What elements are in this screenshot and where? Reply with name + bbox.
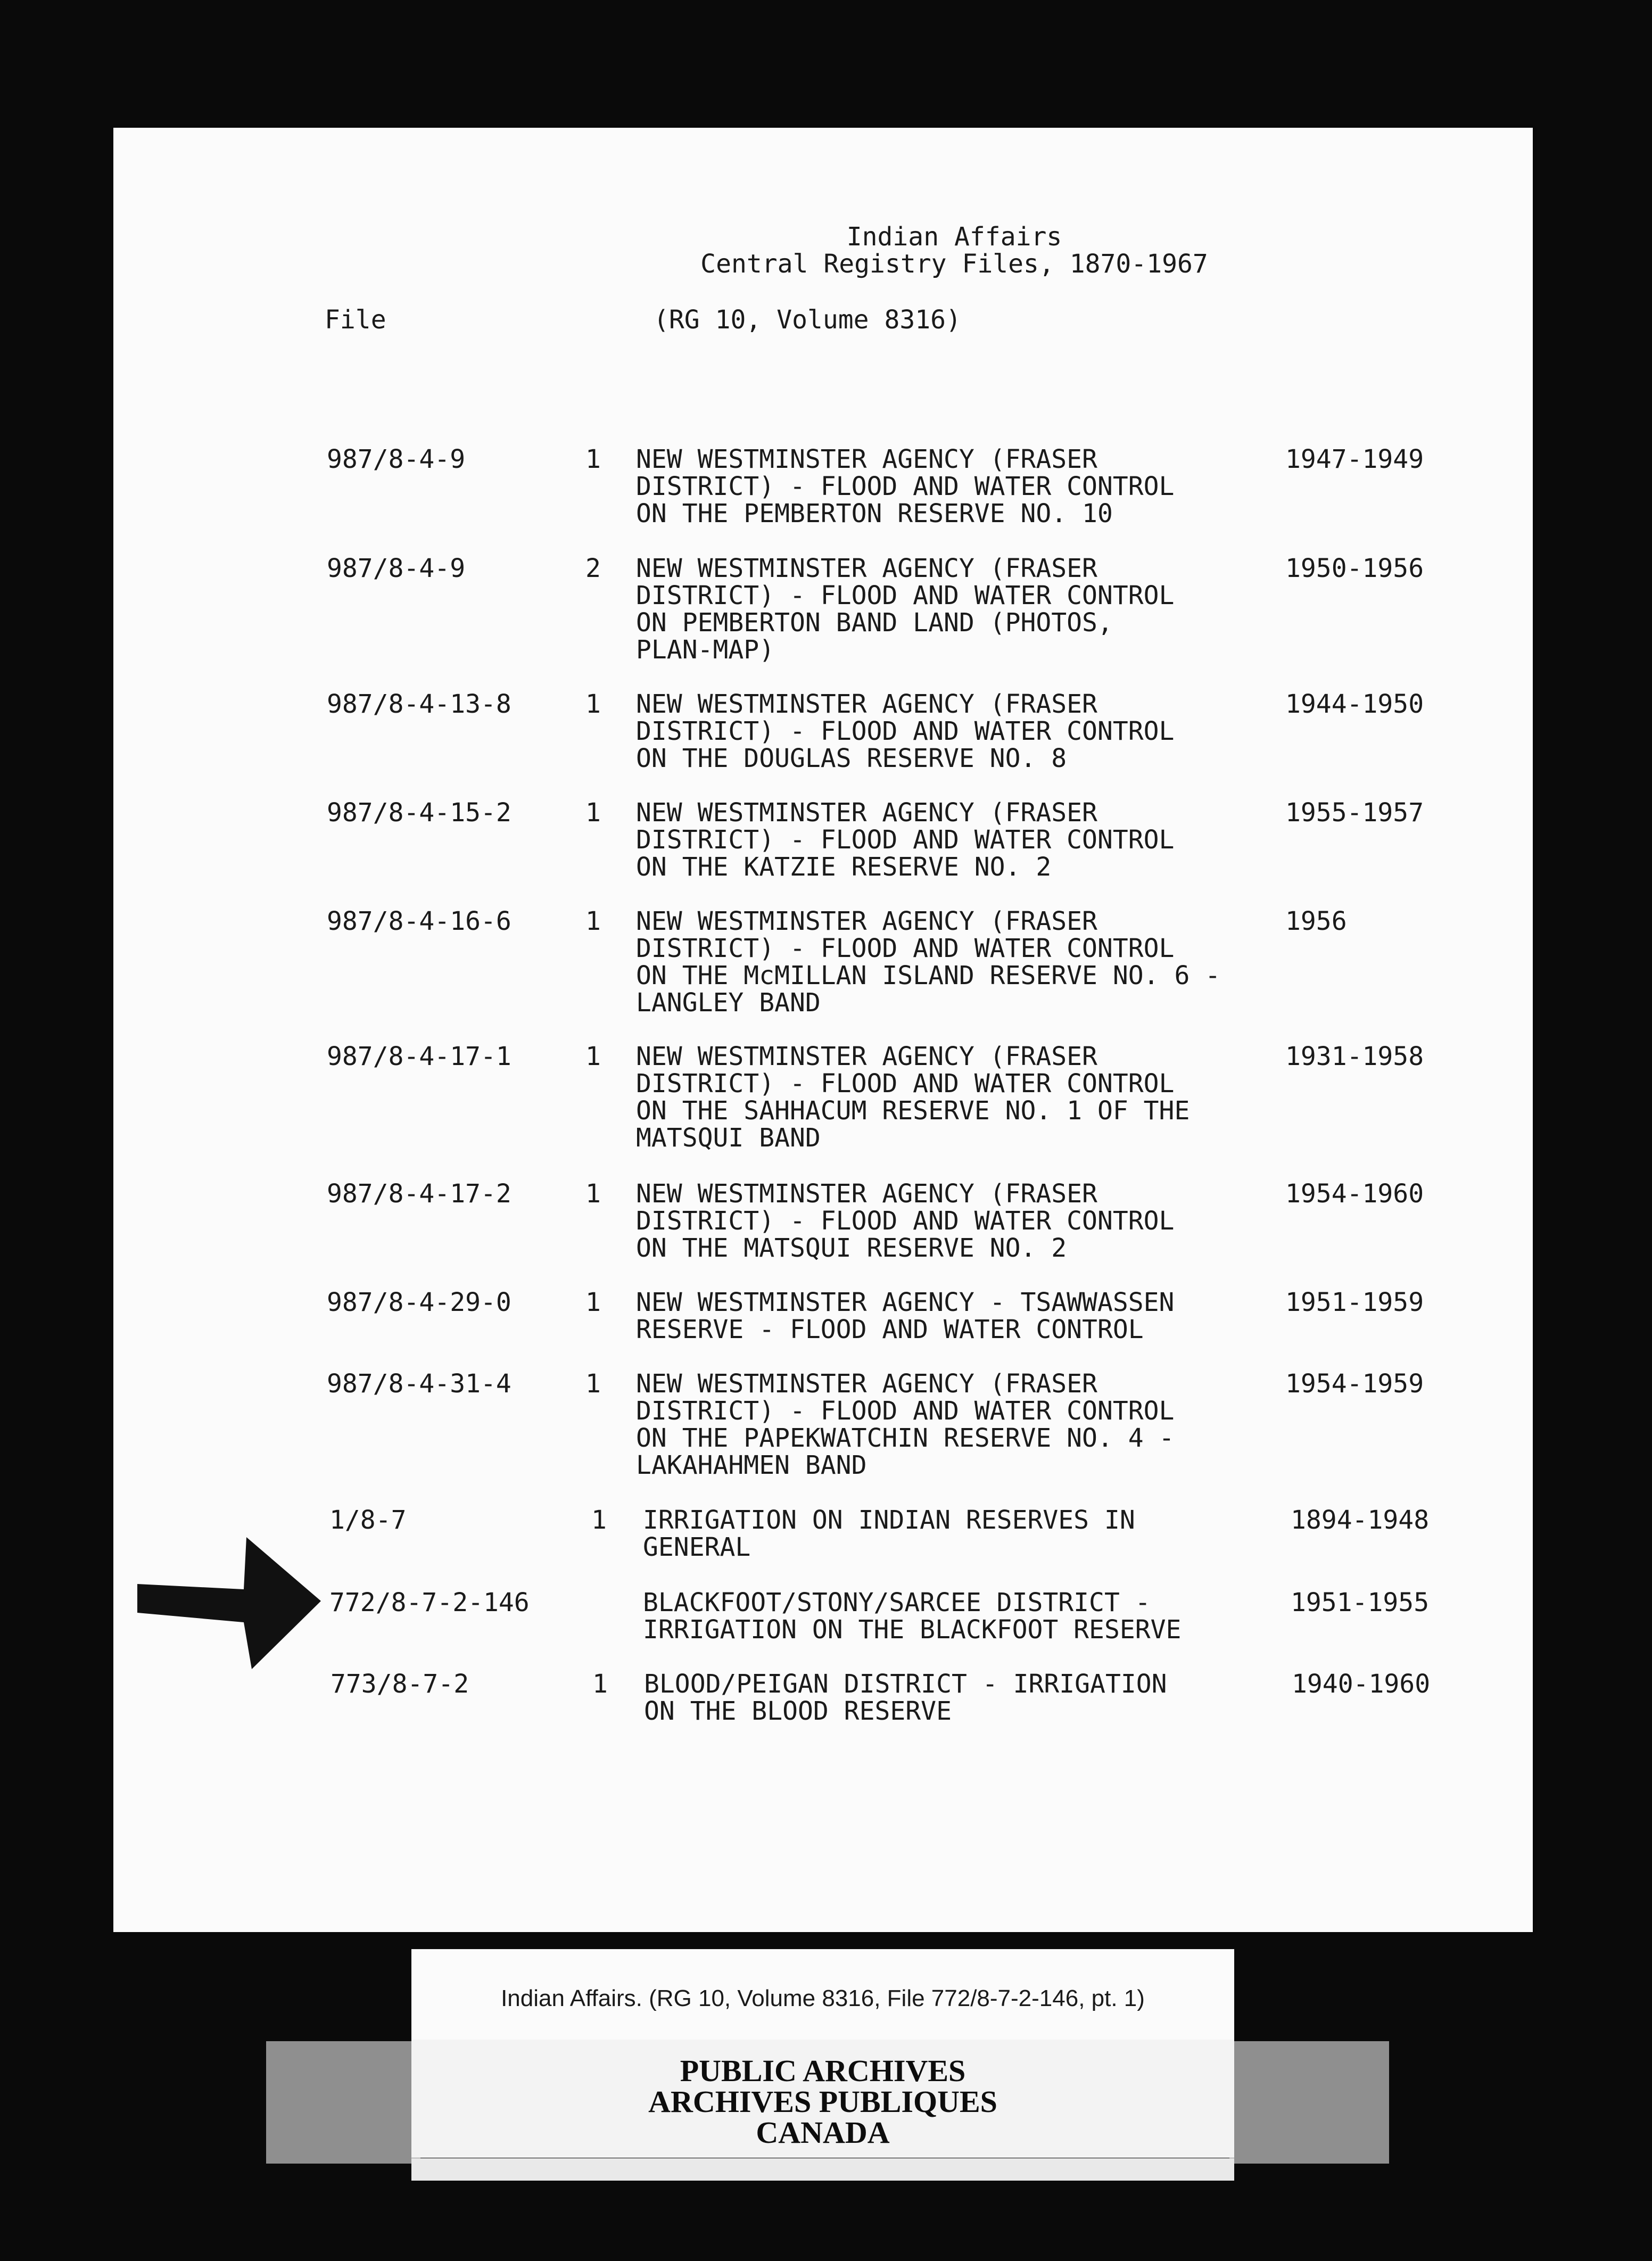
part-number: 1 (585, 906, 601, 936)
citation-text: Indian Affairs. (RG 10, Volume 8316, File 772/8-7-2-146, pt. 1) (501, 1985, 1145, 2011)
part-number: 1 (585, 798, 601, 828)
date-range: 1950-1956 (1285, 554, 1424, 583)
part-number: 2 (585, 554, 601, 583)
file-description: BLACKFOOT/STONY/SARCEE DISTRICT - IRRIGATION ON THE BLACKFOOT RESERVE (643, 1588, 1182, 1645)
file-number: 987/8-4-13-8 (327, 689, 511, 719)
file-number: 987/8-4-17-1 (327, 1042, 511, 1071)
file-description: NEW WESTMINSTER AGENCY (FRASER DISTRICT) - FLOOD AND WATER CONTROL ON THE DOUGLAS RESERVE NO. 8 (636, 689, 1175, 773)
stamp-line-canada: CANADA (756, 2115, 890, 2150)
part-number: 1 (585, 1288, 601, 1317)
file-description: NEW WESTMINSTER AGENCY (FRASER DISTRICT) - FLOOD AND WATER CONTROL ON THE PEMBERTON RESERVE NO. 10 (636, 444, 1175, 529)
file-number: 987/8-4-9 (327, 444, 466, 474)
part-number: 1 (585, 1179, 601, 1209)
file-description: NEW WESTMINSTER AGENCY (FRASER DISTRICT) - FLOOD AND WATER CONTROL ON THE SAHHACUM RESERVE NO. 1 OF THE MATSQUI BAND (636, 1042, 1190, 1153)
part-number: 1 (591, 1505, 607, 1535)
part-number: 1 (585, 1042, 601, 1071)
stamp-line-public-archives: PUBLIC ARCHIVES (680, 2053, 966, 2088)
file-description: NEW WESTMINSTER AGENCY (FRASER DISTRICT) - FLOOD AND WATER CONTROL ON THE MATSQUI RESERVE NO. 2 (636, 1179, 1175, 1263)
date-range: 1951-1959 (1285, 1288, 1424, 1317)
file-description: BLOOD/PEIGAN DISTRICT - IRRIGATION ON THE BLOOD RESERVE (644, 1669, 1167, 1726)
file-number: 987/8-4-15-2 (327, 798, 511, 828)
part-number: 1 (592, 1669, 608, 1699)
date-range: 1955-1957 (1285, 798, 1424, 828)
stamp-bottom-strip (411, 2158, 1234, 2181)
date-range: 1944-1950 (1285, 689, 1424, 719)
file-description: NEW WESTMINSTER AGENCY - TSAWWASSEN RESERVE - FLOOD AND WATER CONTROL (636, 1288, 1175, 1344)
file-number: 772/8-7-2-146 (329, 1588, 530, 1618)
file-description: NEW WESTMINSTER AGENCY (FRASER DISTRICT) - FLOOD AND WATER CONTROL ON PEMBERTON BAND LAND (PHOTOS, PLAN-MAP) (636, 554, 1175, 665)
file-number: 987/8-4-9 (327, 554, 466, 583)
date-range: 1956 (1285, 906, 1347, 936)
file-description: NEW WESTMINSTER AGENCY (FRASER DISTRICT) - FLOOD AND WATER CONTROL ON THE McMILLAN ISLAND RESERVE NO. 6 - LANGLEY BAND (636, 906, 1221, 1018)
pointer-arrow-icon (137, 1537, 350, 1676)
part-number: 1 (585, 689, 601, 719)
date-range: 1951-1955 (1291, 1588, 1430, 1618)
file-number: 987/8-4-16-6 (327, 906, 511, 936)
file-column-label: File (325, 305, 386, 335)
file-description: NEW WESTMINSTER AGENCY (FRASER DISTRICT) - FLOOD AND WATER CONTROL ON THE KATZIE RESERVE NO. 2 (636, 798, 1175, 882)
archives-stamp (411, 2040, 1234, 2158)
document-subtitle: Central Registry Files, 1870-1967 (700, 249, 1208, 279)
document-title: Indian Affairs (846, 222, 1062, 252)
part-number: 1 (585, 444, 601, 474)
date-range: 1940-1960 (1292, 1669, 1431, 1699)
stamp-line-archives-publiques: ARCHIVES PUBLIQUES (648, 2084, 997, 2119)
tape-strip-right (1229, 2041, 1389, 2164)
date-range: 1894-1948 (1291, 1505, 1430, 1535)
date-range: 1954-1960 (1285, 1179, 1424, 1209)
file-number: 987/8-4-17-2 (327, 1179, 511, 1209)
file-number: 1/8-7 (329, 1505, 407, 1535)
date-range: 1954-1959 (1285, 1369, 1424, 1399)
tape-strip-left (266, 2041, 420, 2164)
file-description: NEW WESTMINSTER AGENCY (FRASER DISTRICT) - FLOOD AND WATER CONTROL ON THE PAPEKWATCHIN RESERVE NO. 4 - LAKAHAHMEN BAND (636, 1369, 1175, 1480)
file-number: 987/8-4-29-0 (327, 1288, 511, 1317)
volume-label: (RG 10, Volume 8316) (654, 305, 961, 335)
file-description: IRRIGATION ON INDIAN RESERVES IN GENERAL (643, 1505, 1135, 1562)
part-number: 1 (585, 1369, 601, 1399)
file-number: 987/8-4-31-4 (327, 1369, 511, 1399)
date-range: 1947-1949 (1285, 444, 1424, 474)
file-number: 773/8-7-2 (331, 1669, 469, 1699)
date-range: 1931-1958 (1285, 1042, 1424, 1071)
